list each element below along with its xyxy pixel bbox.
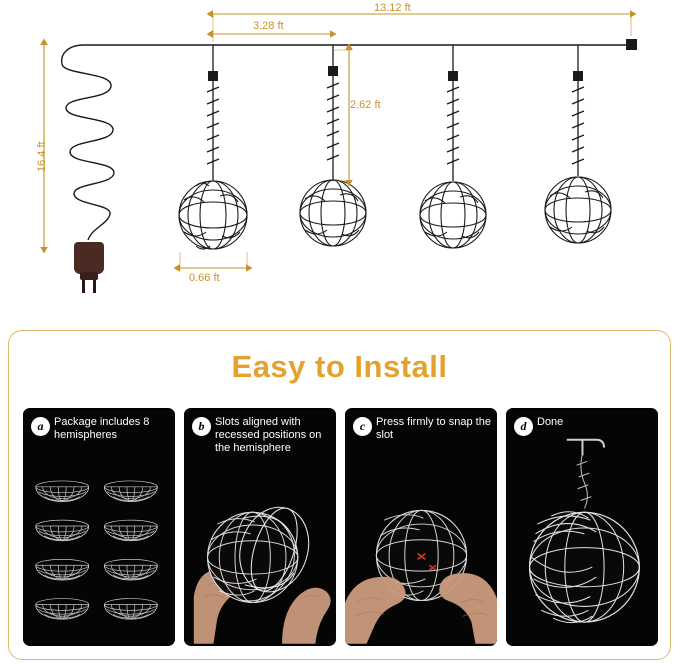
step-badge-c: c bbox=[353, 417, 372, 436]
end-connector bbox=[626, 39, 637, 50]
step-badge-b: b bbox=[192, 417, 211, 436]
drop-strands bbox=[207, 45, 584, 181]
step-caption-b: Slots aligned with recessed positions on the hemisphere bbox=[215, 416, 322, 454]
install-step-b bbox=[184, 408, 336, 646]
ball bbox=[300, 180, 366, 246]
power-plug bbox=[74, 242, 104, 293]
install-step-d bbox=[506, 408, 658, 646]
dimension-label-drop-spacing: 3.28 ft bbox=[253, 20, 284, 32]
step-caption-d: Done bbox=[537, 416, 564, 428]
hands-pressing-sphere-art bbox=[345, 408, 497, 646]
step-caption-a: Package includes 8 hemispheres bbox=[54, 416, 150, 441]
finished-hanging-sphere-art bbox=[506, 408, 658, 646]
dimension-diagram bbox=[0, 0, 679, 325]
ball bbox=[179, 181, 247, 249]
diagram-svg bbox=[0, 0, 679, 325]
dimension-label-drop-length: 2.62 ft bbox=[350, 99, 381, 111]
ball bbox=[420, 182, 486, 248]
lead-coil bbox=[62, 45, 114, 240]
ball bbox=[545, 177, 611, 243]
install-step-c bbox=[345, 408, 497, 646]
easy-to-install-card bbox=[8, 330, 671, 660]
step-badge-a: a bbox=[31, 417, 50, 436]
hemispheres-grid-art bbox=[23, 408, 175, 646]
install-step-a bbox=[23, 408, 175, 646]
dimension-label-ball-diameter: 0.66 ft bbox=[189, 272, 220, 284]
ball-group bbox=[179, 177, 611, 249]
install-card-title: Easy to Install bbox=[231, 349, 448, 384]
dimension-label-lead-wire-length: 16.4 ft bbox=[36, 141, 48, 172]
dimension-lines bbox=[44, 14, 631, 271]
dimension-label-total-length: 13.12 ft bbox=[374, 2, 411, 14]
step-caption-c: Press firmly to snap the slot bbox=[376, 416, 491, 441]
install-steps-list bbox=[23, 408, 658, 646]
step-badge-d: d bbox=[514, 417, 533, 436]
